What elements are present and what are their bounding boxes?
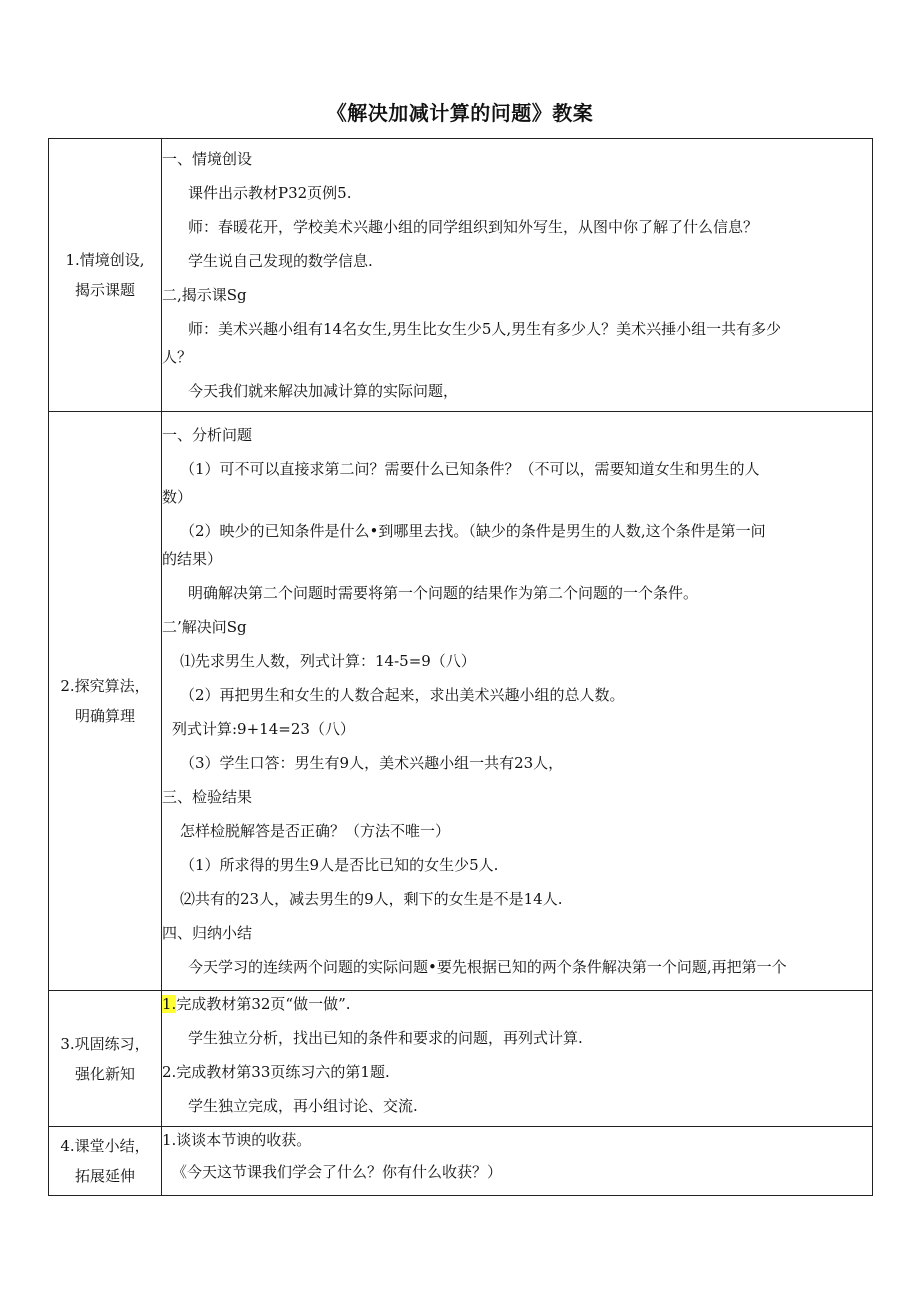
content-line: 今天学习的连续两个问题的实际问题•要先根据已知的两个条件解决第一个问题,再把第一个: [188, 958, 787, 976]
content-line: 学生独立分析，找出已知的条件和要求的问题，再列式计算.: [188, 1029, 583, 1047]
section-heading: 三、检验结果: [162, 788, 253, 806]
content-line: 1.谈谈本节谀的收获。: [162, 1131, 312, 1149]
content-line: 的结果）: [162, 550, 223, 568]
content-line: 2.完成教材第33页练习六的第1题.: [162, 1063, 390, 1081]
content-cell: [162, 1127, 873, 1196]
stage-cell: [49, 1127, 162, 1196]
section-heading: 一、分析问题: [162, 426, 253, 444]
table-row: [49, 1127, 873, 1196]
stage-cell: [49, 991, 162, 1127]
content-line: ⑴先求男生人数，列式计算：14-5=9（八）: [180, 652, 476, 670]
list-number-highlight: 1.: [162, 995, 177, 1013]
content-line: （3）学生口答：男生有9人，美术兴趣小组一共有23人，: [180, 754, 564, 772]
stage-label: 拓展延伸: [74, 1167, 135, 1185]
content-line: 学生说自己发现的数学信息.: [188, 252, 373, 270]
content-line: [162, 993, 872, 1015]
section-heading: 四、归纳小结: [162, 924, 253, 942]
lesson-plan-table: [48, 138, 873, 1196]
content-line: 人？: [162, 348, 193, 366]
stage-label: 1.情境创设,: [65, 251, 145, 269]
content-cell: [162, 412, 873, 991]
content-line: （1）可不可以直接求第二问？需要什么已知条件？（不可以，需要知道女生和男生的人: [180, 460, 760, 478]
content-line: （1）所求得的男生9人是否比已知的女生少5人.: [180, 856, 499, 874]
content-line: 列式计算:9+14=23（八）: [172, 720, 355, 738]
content-line: 数）: [162, 488, 193, 506]
stage-label: 揭示课题: [74, 281, 135, 299]
stage-label: 4.课堂小结，: [60, 1137, 150, 1155]
section-heading: 一、情境创设: [162, 150, 253, 168]
section-heading: 二’解决问Sg: [162, 618, 247, 636]
content-line: 师：春暖花开，学校美术兴趣小组的同学组织到知外写生，从图中你了解了什么信息？: [188, 218, 759, 236]
document-title: 《解决加减计算的问题》教案: [326, 101, 594, 125]
content-line: 明确解决第二个问题时需要将第一个问题的结果作为第二个问题的一个条件。: [188, 584, 699, 602]
content-line: 学生独立完成，再小组讨论、交流.: [188, 1097, 418, 1115]
content-text: 完成教材第32页“做一做”.: [176, 995, 351, 1013]
content-line: （2）再把男生和女生的人数合起来，求出美术兴趣小组的总人数。: [180, 686, 625, 704]
table-row: [49, 412, 873, 991]
table-row: [49, 991, 873, 1127]
content-line: 怎样检脱解答是否正确？（方法不唯一）: [180, 822, 451, 840]
content-line: 课件出示教材P32页例5.: [188, 184, 352, 202]
content-line: 师：美术兴趣小组有14名女生,男生比女生少5人,男生有多少人？美术兴捶小组一共有多少: [188, 320, 782, 338]
content-line: ⑵共有的23人，减去男生的9人，剩下的女生是不是14人.: [180, 890, 563, 908]
stage-cell: [49, 412, 162, 991]
stage-label: 2.探究算法，: [60, 677, 150, 695]
content-cell: [162, 139, 873, 412]
content-line: 今天我们就来解决加减计算的实际问题，: [188, 382, 459, 400]
section-heading: 二,揭示课Sg: [162, 286, 247, 304]
content-line: （2）映少的已知条件是什么•到哪里去找。（缺少的条件是男生的人数,这个条件是第一问: [180, 522, 766, 540]
table-row: [49, 139, 873, 412]
content-cell: [162, 991, 873, 1127]
stage-label: 强化新知: [74, 1064, 135, 1083]
stage-label: 3.巩固练习，: [60, 1034, 150, 1053]
stage-cell: [49, 139, 162, 412]
content-line: 《今天这节课我们学会了什么？你有什么收获？）: [172, 1163, 503, 1181]
stage-label: 明确算理: [74, 707, 135, 725]
